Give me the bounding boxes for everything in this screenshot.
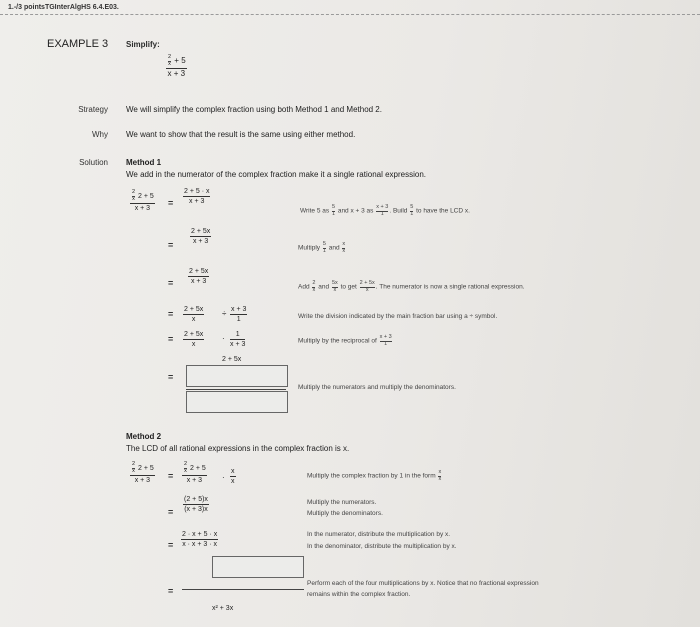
top-dashed-rule xyxy=(0,14,700,15)
method2-title: Method 2 xyxy=(126,432,162,441)
m2-equals-3: = xyxy=(168,540,174,550)
m1-equals-5: = xyxy=(168,334,174,344)
m2-lhs-fraction: $\frac{2}{x}$ 2 + 5 x + 3 xyxy=(132,461,154,484)
m2-equals-1: = xyxy=(168,471,174,481)
m1-equals-3: = xyxy=(168,278,174,288)
strategy-text: We will simplify the complex fraction using both Method 1 and Method 2. xyxy=(126,105,382,114)
m1-equals-1: = xyxy=(168,198,174,208)
m1-step1-fraction: 2 + 5 · x x + 3 xyxy=(184,188,210,205)
m1-note-6: Multiply the numerators and multiply the denominators. xyxy=(298,384,456,391)
method2-intro: The LCD of all rational expressions in the complex fraction is x. xyxy=(126,444,350,453)
strategy-label: Strategy xyxy=(78,105,108,114)
m2-note-4b: remains within the complex fraction. xyxy=(307,591,411,598)
m2-row2-fraction: (2 + 5)x (x + 3)x xyxy=(184,496,208,513)
m2-row3-fraction: 2 · x + 5 · x x · x + 3 · x xyxy=(182,531,218,548)
m2-row4-bottom: x² + 3x xyxy=(212,605,234,612)
problem-reference: 1.-/3 pointsTGInterAlgHS 6.4.E03. xyxy=(8,4,119,11)
m1-step6-top: 2 + 5x xyxy=(222,356,242,363)
m1-note-5: Multiply by the reciprocal of $\frac{x + 3}{1}$ xyxy=(298,334,392,347)
m2-note-3a: In the numerator, distribute the multiplication by x. xyxy=(307,531,451,538)
m1-note-4: Write the division indicated by the main fraction bar using a ÷ symbol. xyxy=(298,313,498,320)
why-label: Why xyxy=(92,130,108,139)
m1-answer-numerator-input[interactable] xyxy=(186,365,288,387)
m1-equals-6: = xyxy=(168,372,174,382)
solution-label: Solution xyxy=(79,158,108,167)
m2-row1-x-over-x: x x xyxy=(231,468,235,485)
problem-fraction: $\frac{2}{x}$ + 5 x + 3 xyxy=(167,54,186,78)
m1-equals-2: = xyxy=(168,240,174,250)
m1-note-1: Write 5 as $\frac{5}{1}$ and x + 3 as $\frac{x + 3}{1}$ . Build $\frac{5}{1}$ to have the LCD x. xyxy=(300,204,470,217)
m1-step5-left: 2 + 5x x xyxy=(184,331,204,348)
m1-equals-4: = xyxy=(168,309,174,319)
m2-answer-numerator-input[interactable] xyxy=(212,556,304,578)
m1-note-2: Multiply $\frac{5}{1}$ and $\frac{x}{x}$ xyxy=(298,241,346,254)
m2-note-4a: Perform each of the four multiplications by x. Notice that no fractional expression xyxy=(307,580,539,587)
m2-note-2a: Multiply the numerators. xyxy=(307,499,377,506)
m1-step5-right: 1 x + 3 xyxy=(230,331,246,348)
m2-note-2b: Multiply the denominators. xyxy=(307,510,383,517)
why-text: We want to show that the result is the same using either method. xyxy=(126,130,356,139)
m1-step4-left: 2 + 5x x xyxy=(184,306,204,323)
simplify-instruction: Simplify: xyxy=(126,40,160,49)
m1-dot: · xyxy=(222,334,225,343)
m1-lhs-fraction: $\frac{2}{x}$ 2 + 5 x + 3 xyxy=(132,189,154,212)
m1-note-3: Add $\frac{2}{x}$ and $\frac{5x}{x}$ to get $\frac{2 + 5x}{x}$ . The numerator is now a single rational expression. xyxy=(298,280,525,293)
m2-equals-4: = xyxy=(168,586,174,596)
method1-title: Method 1 xyxy=(126,158,162,167)
m1-step4-right: x + 3 1 xyxy=(231,306,247,323)
m2-answer-fraction-bar xyxy=(182,589,304,590)
m2-equals-2: = xyxy=(168,507,174,517)
method1-intro: We add in the numerator of the complex fraction make it a single rational expression. xyxy=(126,170,427,179)
example-title: EXAMPLE 3 xyxy=(47,38,109,50)
m1-answer-fraction-bar xyxy=(186,389,286,390)
m2-note-1: Multiply the complex fraction by 1 in the form $\frac{x}{x}$ xyxy=(307,469,442,482)
m2-row1-fraction: $\frac{2}{x}$ 2 + 5 x + 3 xyxy=(184,461,206,484)
m2-row1-dot: · xyxy=(222,473,225,482)
m1-answer-denominator-input[interactable] xyxy=(186,391,288,413)
m1-step3-fraction: 2 + 5x x + 3 xyxy=(189,268,209,285)
m1-step2-fraction: 2 + 5x x + 3 xyxy=(191,228,211,245)
m2-note-3b: In the denominator, distribute the multiplication by x. xyxy=(307,543,457,550)
m1-division-symbol: ÷ xyxy=(222,309,227,318)
